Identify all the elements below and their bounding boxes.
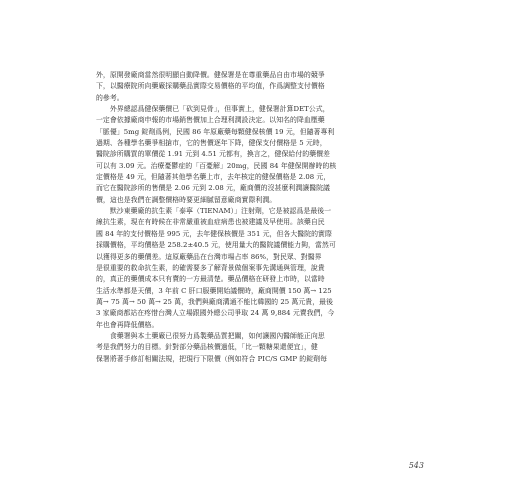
text-line: 年也會再降低價格。 <box>96 320 159 329</box>
text-line: 3 家廠商都站在疼惜台灣人立場跟國外總公司爭取 24 萬 9,884 元賣我們，今 <box>96 309 335 318</box>
text-line: 而它在醫院診所的售價是 2.06 元到 2.08 元，廠商價的沒甚麼利潤讓醫院議 <box>96 184 330 193</box>
text-line: 食藥署與本土藥廠已很努力爲製藥品質把關，如何讓國內醫師能正向思 <box>96 331 325 340</box>
text-line: 下，以醫療院所向藥廠採購藥品實際交易價格的平均值，作爲調整支付價格 <box>96 82 325 91</box>
text-line: 「脈優」5mg 錠劑爲例，民國 86 年原廠藥每顆健保核價 19 元，但隨著專利 <box>96 127 335 136</box>
page-number: 543 <box>408 461 424 470</box>
text-line: 以獲得更多的藥價差。這原廠藥品在台灣市場占率 86%，對民眾、對醫界 <box>96 252 322 261</box>
paragraph <box>96 70 428 104</box>
paragraph <box>96 331 428 365</box>
text-line: 採購價格，平均價格是 258.2±40.5 元，使用量大的醫院議價能力夠，當然可 <box>96 241 336 250</box>
text-line: 保署將著手修訂相關法規，把現行下限價（例如符合 PIC/S GMP 的錠劑每 <box>96 354 328 363</box>
text-line: 外，原開發廠商當然很明顯自動降價。健保署是在尊重藥品自由市場的競爭 <box>96 71 325 79</box>
text-line: 的，真正的藥價成本只有賣的一方最清楚。藥品價格在研發上市時，以當時 <box>96 275 325 284</box>
text-line: 線抗生素，現在有時候在非常嚴重被血症病患也被建議及早使用。該藥自民 <box>96 218 325 227</box>
paragraph <box>96 104 428 206</box>
text-line: 默沙東藥廠的抗生素「泰寧（TIENAM）」注射劑，它是被認爲是最後一 <box>96 207 332 216</box>
text-line: 一定會依據廠商申報的市場銷售價加上合理利潤設決定。以知名的降血壓藥 <box>96 116 325 125</box>
text-line: 國 84 年的支付價格是 995 元，去年健保核價是 351 元，但各大醫院的實際 <box>96 229 332 238</box>
body-text <box>96 70 428 365</box>
text-line: 價，這也是我們在調整價格時要更細膩留意廠商實際利潤。 <box>96 195 277 204</box>
text-line: 是很重要的救命抗生素，的確需要多了解背景做個案事先溝通與管理，說貴 <box>96 263 325 272</box>
text-line: 外界總認爲健保藥價已「砍到見骨」，但事實上，健保署計算DET公式， <box>96 105 330 114</box>
text-line: 萬→ 75 萬→ 50 萬→ 25 萬，我們與廠商溝通不能比韓國的 25 萬元貴，最後 <box>96 297 334 306</box>
text-line: 醫院診所購買的單價從 1.91 元到 4.51 元都有，換言之，健保給付的藥價差 <box>96 150 330 159</box>
text-line: 生活水準都是天價，3 年前 C 肝口服藥開始議價時，廠商開價 150 萬→ 125 <box>96 286 332 295</box>
text-line: 定價格是 49 元，但隨著其他學名藥上市，去年核定的健保價格是 2.08 元， <box>96 173 331 182</box>
text-line: 過期、各種學名藥爭相搶市，它的售價逐年下降，健保支付價格是 5 元時， <box>96 139 327 148</box>
text-line: 考是我們努力的目標。針對部分藥品核價過低，「比一顆糖果還便宜」，健 <box>96 343 318 352</box>
paragraph <box>96 206 428 331</box>
text-line: 的參考。 <box>96 93 124 102</box>
text-line: 可以有 3.09 元。治療憂鬱症的「百憂解」20mg，民國 84 年健保開辦時的核 <box>96 161 337 170</box>
